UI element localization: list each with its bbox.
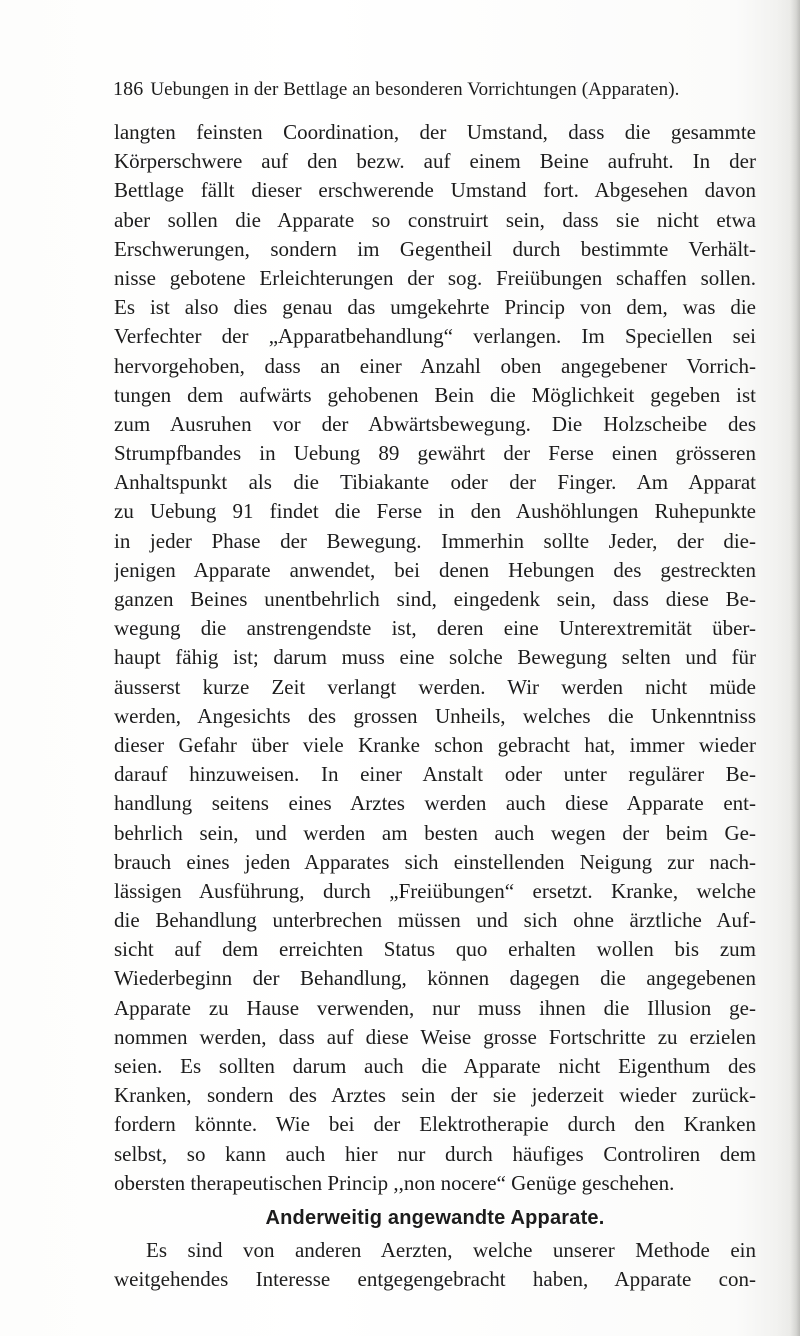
text-line: aber sollen die Apparate so construirt sein, dass sie nicht etwa [114, 207, 756, 232]
running-header [113, 78, 753, 104]
text-line: obersten therapeutischen Princip ,,non nocere“ Genüge geschehen. [114, 1170, 675, 1195]
text-line: handlung seitens eines Arztes werden auch diese Apparate ent- [114, 791, 756, 816]
text-line: brauch eines jeden Apparates sich einstellenden Neigung zur nach- [114, 849, 756, 874]
text-line: Körperschwere auf den bezw. auf einem Beine aufruht. In der [114, 149, 756, 174]
text-line: in jeder Phase der Bewegung. Immerhin sollte Jeder, der die- [114, 528, 756, 553]
text-line: äusserst kurze Zeit verlangt werden. Wir werden nicht müde [114, 674, 756, 699]
text-line: langten feinsten Coordination, der Umstand, dass die gesammte [114, 120, 756, 144]
text-line: werden, Angesichts des grossen Unheils, welches die Unkenntniss [114, 703, 756, 728]
text-line: hervorgehoben, dass an einer Anzahl oben angegebener Vorrich- [114, 353, 756, 378]
section-heading: Anderweitig angewandte Apparate. [265, 1206, 605, 1229]
running-title: Uebungen in der Bettlage an besonderen Vorrichtungen (Apparaten). [150, 79, 680, 100]
text-line: nisse gebotene Erleichterungen der sog. Freiübungen schaffen sollen. [114, 265, 756, 290]
text-line: die Behandlung unterbrechen müssen und sich ohne ärztliche Auf- [114, 908, 756, 933]
text-line: tungen dem aufwärts gehobenen Bein die Möglichkeit gegeben ist [114, 382, 756, 407]
text-line: zum Ausruhen vor der Abwärtsbewegung. Die Holzscheibe des [114, 411, 756, 436]
text-line: nommen werden, dass auf diese Weise grosse Fortschritte zu erzielen [114, 1024, 756, 1049]
text-line: haupt fähig ist; darum muss eine solche Bewegung selten und für [114, 645, 756, 670]
text-line: Wiederbeginn der Behandlung, können dagegen die angegebenen [114, 966, 756, 991]
text-line: behrlich sein, und werden am besten auch wegen der beim Ge- [114, 820, 756, 845]
text-line: darauf hinzuweisen. In einer Anstalt oder unter regulärer Be- [114, 762, 756, 787]
paragraph-2 [114, 1236, 756, 1294]
text-line: selbst, so kann auch hier nur durch häufiges Controliren dem [114, 1141, 756, 1166]
body-text [114, 118, 756, 1294]
text-line: Kranken, sondern des Arztes sein der sie jederzeit wieder zurück- [114, 1083, 756, 1108]
page-edge-shadow [790, 0, 800, 1336]
paragraph-1 [114, 118, 756, 1198]
text-line: dieser Gefahr über viele Kranke schon gebracht hat, immer wieder [114, 732, 756, 757]
text-line: fordern könnte. Wie bei der Elektrotherapie durch den Kranken [114, 1112, 756, 1137]
text-line: Apparate zu Hause verwenden, nur muss ihnen die Illusion ge- [114, 995, 756, 1020]
text-line: zu Uebung 91 findet die Ferse in den Aushöhlungen Ruhepunkte [114, 499, 756, 524]
text-line: weitgehendes Interesse entgegengebracht haben, Apparate con- [114, 1267, 756, 1292]
text-line: wegung die anstrengendste ist, deren eine Unterextremität über- [114, 616, 756, 641]
text-line: Bettlage fällt dieser erschwerende Umstand fort. Abgesehen davon [114, 178, 756, 203]
text-line: lässigen Ausführung, durch „Freiübungen“ ersetzt. Kranke, welche [114, 878, 756, 903]
text-line: Strumpfbandes in Uebung 89 gewährt der Ferse einen grösseren [114, 441, 756, 466]
text-line: Erschwerungen, sondern im Gegentheil durch bestimmte Verhält- [114, 236, 756, 261]
text-line: Es ist also dies genau das umgekehrte Princip von dem, was die [114, 295, 756, 320]
text-line: seien. Es sollten darum auch die Apparate nicht Eigenthum des [114, 1054, 756, 1078]
text-line: jenigen Apparate anwendet, bei denen Hebungen des gestreckten [114, 557, 756, 582]
text-line: ganzen Beines unentbehrlich sind, eingedenk sein, dass diese Be- [114, 587, 756, 611]
text-line: Anhaltspunkt als die Tibiakante oder der Finger. Am Apparat [114, 470, 756, 495]
text-line: Es sind von anderen Aerzten, welche unserer Methode ein [146, 1237, 756, 1262]
page-number: 186 [113, 78, 144, 100]
text-line: Verfechter der „Apparatbehandlung“ verlangen. Im Speciellen sei [114, 324, 756, 349]
text-line: sicht auf dem erreichten Status quo erhalten wollen bis zum [114, 937, 756, 962]
